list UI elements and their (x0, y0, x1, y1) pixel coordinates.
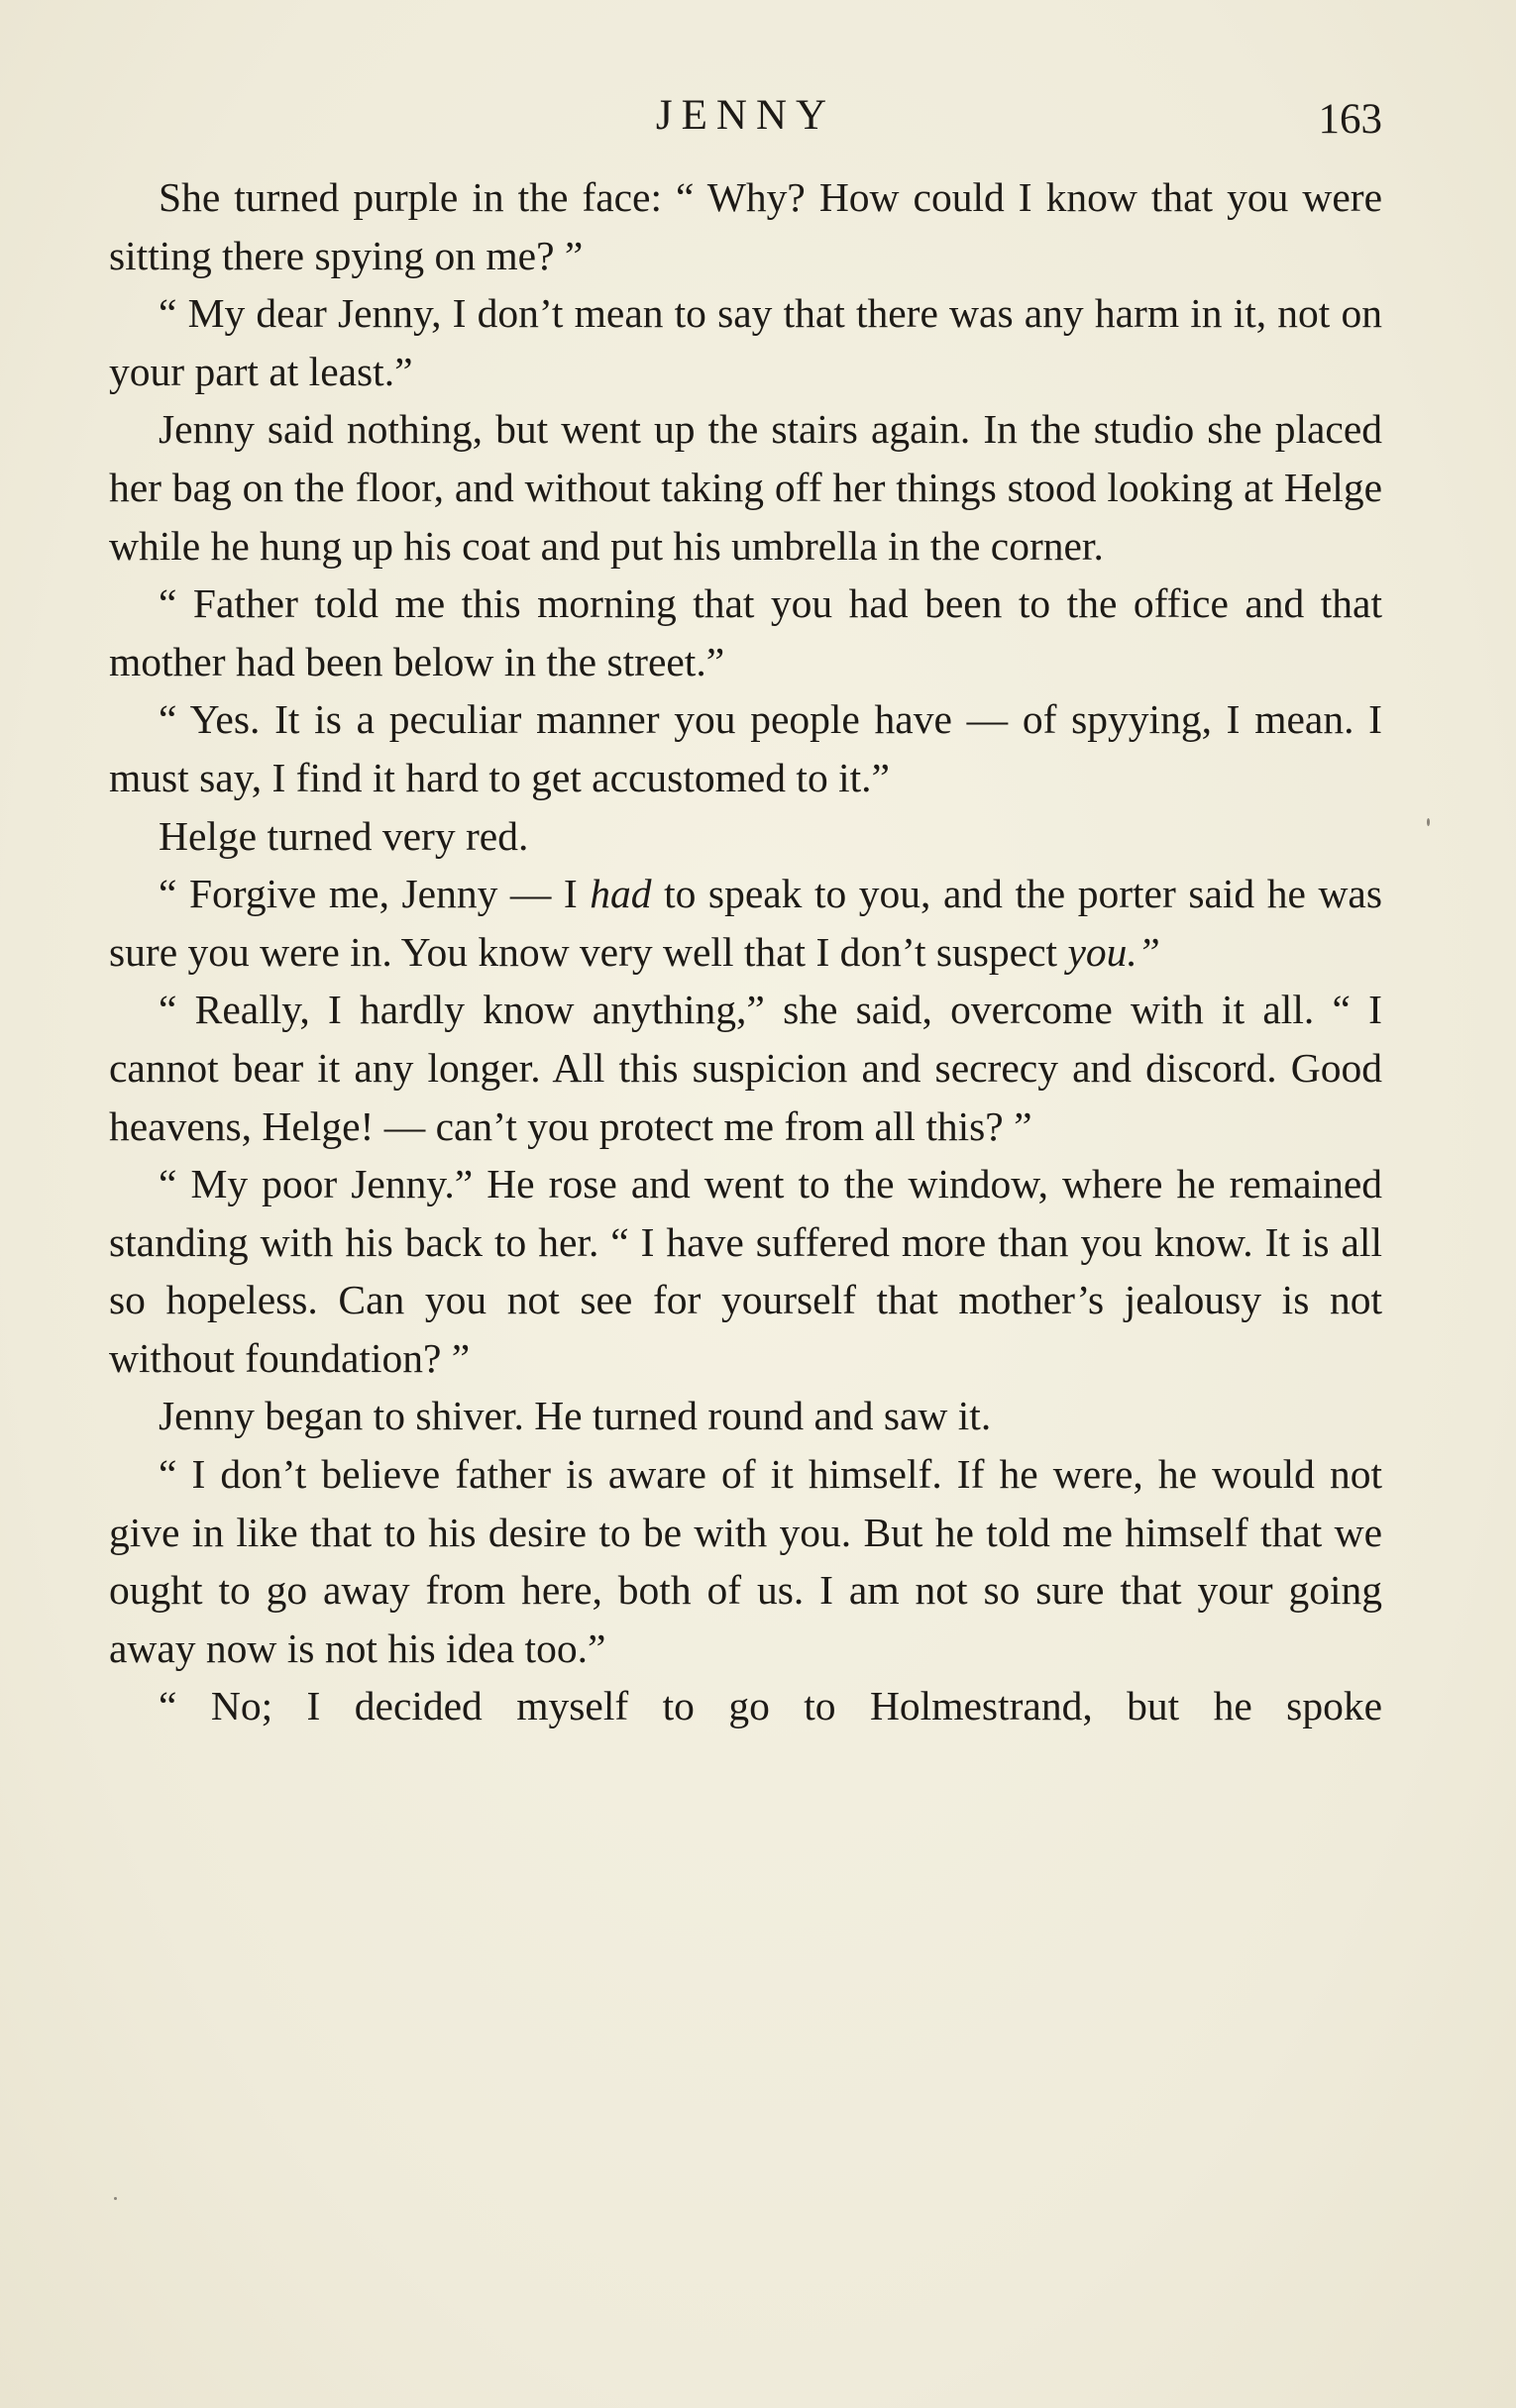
paragraph-text: “ Forgive me, Jenny — I (159, 871, 591, 917)
paragraph: “ I don’t believe father is aware of it himself. If he were, he would not give in like that to his desire to be with you. But he told me himself that we ought to go away from here, both of us. I am not so sure that your going away now is not his idea too.” (109, 1451, 1382, 1671)
paragraph (109, 865, 1382, 981)
emphasis: you.” (1067, 928, 1160, 975)
paragraph: Jenny began to shiver. He turned round and saw it. (159, 1393, 992, 1439)
paper-speck (114, 2197, 117, 2200)
body-text (109, 168, 1382, 1735)
paragraph: “ My poor Jenny.” He rose and went to the window, where he remained standing with his back to her. “ I have suffered more than you know. It is all so hopeless. Can you not see for yourself that mother’s jealousy is not without foundation? ” (109, 1161, 1382, 1381)
paragraph: “ Yes. It is a peculiar manner you people have — of spyying, I mean. I must say, I find it hard to get accustomed to it.” (109, 696, 1382, 800)
paragraph: Jenny said nothing, but went up the stairs again. In the studio she placed her bag on the floor, and without taking off her things stood looking at Helge while he hung up his coat and put his umbrella in the corner. (109, 406, 1382, 569)
paragraph: “ My dear Jenny, I don’t mean to say that there was any harm in it, not on your part at least.” (109, 290, 1382, 394)
page-number: 163 (1318, 96, 1382, 143)
running-head (109, 91, 1382, 151)
paragraph-text: to speak to you, and the porter said he was sure you were in. You know very well that I don’t suspect (109, 871, 1382, 975)
paragraph: Helge turned very red. (159, 812, 529, 859)
paragraph: “ Really, I hardly know anything,” she said, overcome with it all. “ I cannot bear it any longer. All this suspicion and secrecy and discord. Good heavens, Helge! — can’t you protect me from all this? ” (109, 987, 1382, 1149)
paragraph: “ No; I decided myself to go to Holmestrand, but he spoke (159, 1683, 1382, 1729)
paragraph: She turned purple in the face: “ Why? How could I know that you were sitting there spying on me? ” (109, 174, 1382, 278)
emphasis: had (590, 871, 652, 917)
running-title: JENNY (655, 92, 836, 139)
paragraph: “ Father told me this morning that you had been to the office and that mother had been below in the street.” (109, 580, 1382, 684)
paper-speck (1427, 818, 1430, 826)
